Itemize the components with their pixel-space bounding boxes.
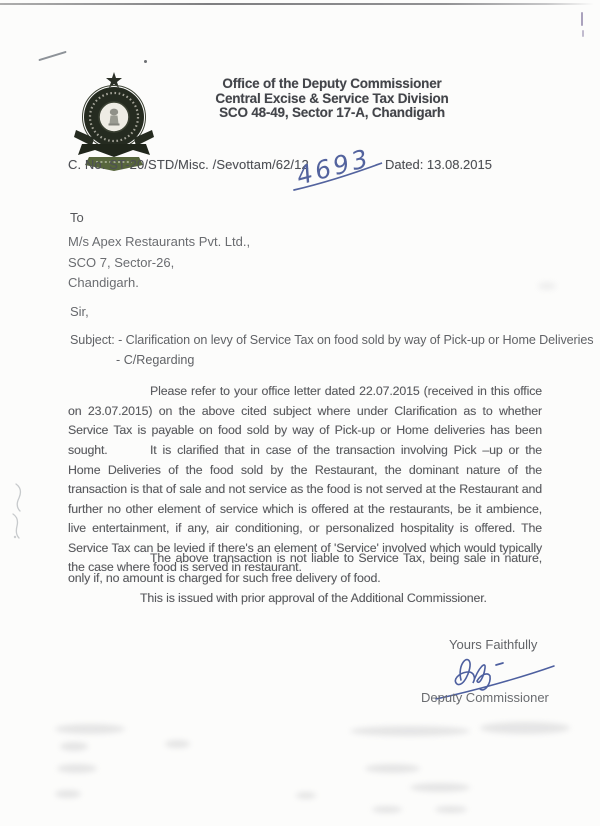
body-paragraph-2: It is clarified that in case of the transaction involving Pick –up or the Home Deliveries of the food sold by the Restaurant, the dominant nature of the transaction is that of sale and not service as the food is not served at the Restaurant and further no other element of service which is offered at the restaurants, be it ambience, live entertainment, if any, air conditioning, or personalized hospitality is offered. The Service Tax can be levied if there's an element of 'Service' involved which would typically the case where food is served in restaurant. [68,443,542,574]
scan-edge-line [0,3,594,5]
recipient-to-label: To [70,210,84,225]
scan-smudge [435,806,467,813]
edge-ink-mark [581,12,583,26]
ink-dot [144,60,147,63]
scan-smudge [410,783,470,792]
scan-smudge [350,726,470,736]
edge-ink-mark [582,30,584,37]
subject-line-2: - C/Regarding [116,353,195,367]
handwritten-dispatch-number [286,138,392,196]
pen-stroke-mark [38,51,66,61]
file-number: C. No. ST-20/STD/Misc. /Sevottam/62/12 [68,157,309,172]
signatory-title: Deputy Commissioner [421,690,549,705]
scan-smudge [538,282,556,290]
recipient-address-2: Chandigarh. [68,275,139,290]
recipient-address-block [68,232,250,294]
scan-smudge [60,742,88,751]
subject-block [70,330,594,370]
valediction: Yours Faithfully [449,637,538,652]
scan-smudge [165,740,190,748]
office-line-3: SCO 48-49, Sector 17-A, Chandigarh [219,105,445,120]
handwritten-number-text: 4693 [293,143,374,191]
salutation: Sir, [70,304,89,319]
scan-smudge [365,764,420,773]
subject-line-1: Subject: - Clarification on levy of Service Tax on food sold by way of Pick-up or Home Deliveries [70,333,594,347]
scan-smudge [372,806,402,813]
recipient-name: M/s Apex Restaurants Pvt. Ltd., [68,234,251,249]
scan-smudge [296,792,316,799]
letterhead-office-block [150,77,514,121]
scan-smudge [55,724,125,734]
recipient-address-1: SCO 7, Sector-26, [68,254,175,270]
letter-date: Dated: 13.08.2015 [385,157,492,172]
scan-smudge [55,790,81,798]
scan-smudge [480,722,570,734]
margin-pen-squiggle [4,480,30,542]
body-paragraph-1: Please refer to your office letter dated 22.07.2015 (received in this office on 23.07.2015) on the above cited subject where under Clarification as to whether Service Tax is payable on food sold by way of Pick-up or Home deliveries has been sought. [68,384,542,457]
office-line-1: Office of the Deputy Commissioner [222,76,442,91]
body-paragraph-3: The above transaction is not liable to Service Tax, being sale in nature, only if, no amount is charged for such free delivery of food. [68,551,542,585]
office-line-2: Central Excise & Service Tax Division [215,90,449,106]
scan-smudge [57,764,97,773]
body-paragraph-4: This is issued with prior approval of the Additional Commissioner. [140,591,487,605]
